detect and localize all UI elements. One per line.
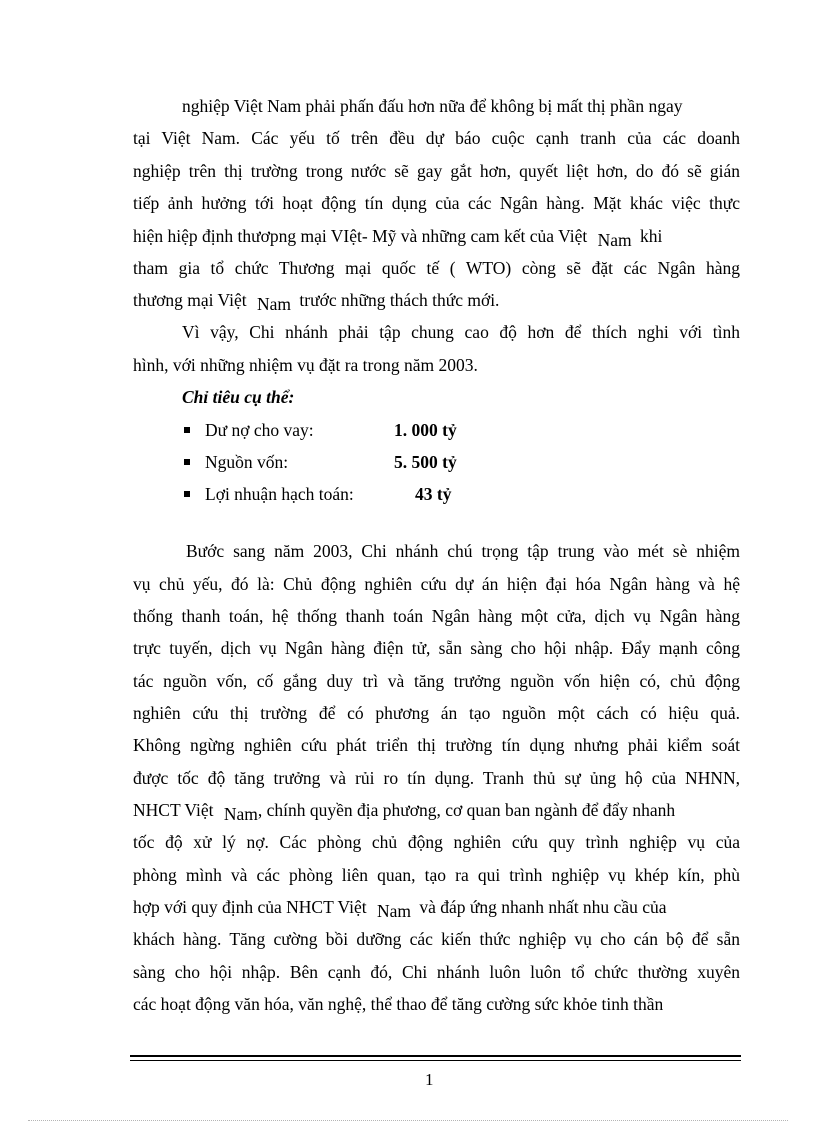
paragraph-2-line-2: hình, với những nhiệm vụ đặt ra trong năm 2003. <box>133 355 478 375</box>
paragraph-1-line-5 <box>133 225 740 250</box>
paragraph-3-line-12 <box>133 896 667 921</box>
paragraph-1-line-2: tại Việt Nam. Các yếu tố trên đều dự báo cuộc cạnh tranh của các doanh <box>133 128 740 148</box>
target-label: Dư nợ cho vay: <box>205 420 314 440</box>
paragraph-3-line-4: trực tuyến, dịch vụ Ngân hàng điện tử, sẵn sàng cho hội nhập. Đẩy mạnh công <box>133 638 740 658</box>
paragraph-1-line-1: nghiệp Việt Nam phải phấn đấu hơn nữa để không bị mất thị phần ngay <box>182 96 683 116</box>
paragraph-3-line-5: tác nguồn vốn, cố gắng duy trì và tăng trưởng nguồn vốn hiện có, chủ động <box>133 671 740 691</box>
bullet-square-icon <box>184 459 190 465</box>
paragraph-1-line-3: nghiệp trên thị trường trong nước sẽ gay gắt hơn, quyết liệt hơn, do đó sẽ gián <box>133 161 740 181</box>
paragraph-3-line-7: Không ngừng nghiên cứu phát triển thị trường tín dụng nhưng phải kiểm soát <box>133 735 740 755</box>
line-text: khi <box>640 226 663 246</box>
paragraph-3-line-13: khách hàng. Tăng cường bồi dưỡng các kiến thức nghiệp vụ cho cán bộ để sẵn <box>133 929 740 949</box>
line-text: thương mại Việt <box>133 290 247 310</box>
paragraph-3-line-9 <box>133 799 676 824</box>
paragraph-1-line-6: tham gia tổ chức Thương mại quốc tế ( WTO) còng sẽ đặt các Ngân hàng <box>133 258 740 278</box>
paragraph-3-line-14: sàng cho hội nhập. Bên cạnh đó, Chi nhánh luôn luôn tổ chức thường xuyên <box>133 962 740 982</box>
bullet-square-icon <box>184 427 190 433</box>
target-value: 1. 000 tỷ <box>394 420 457 440</box>
paragraph-3-line-10: tốc độ xử lý nợ. Các phòng chủ động nghiên cứu quy trình nghiệp vụ của <box>133 832 740 852</box>
subscript-word: Nam <box>597 230 632 250</box>
paragraph-3-line-2: vụ chủ yếu, đó là: Chủ động nghiên cứu dự án hiện đại hóa Ngân hàng và hệ <box>133 574 740 594</box>
paragraph-3-line-8: được tốc độ tăng trưởng và rủi ro tín dụng. Tranh thủ sự ủng hộ của NHNN, <box>133 768 740 788</box>
paragraph-3-line-11: phòng mình và các phòng liên quan, tạo ra qui trình nghiệp vụ khép kín, phù <box>133 865 740 885</box>
paragraph-3-line-1: Bước sang năm 2003, Chi nhánh chú trọng tập trung vào mét sè nhiệm <box>186 541 740 561</box>
target-label: Lợi nhuận hạch toán: <box>205 484 354 504</box>
paragraph-1-line-7 <box>133 289 500 314</box>
line-text: hiện hiệp định thươpng mại VIệt- Mỹ và những cam kết của Việt <box>133 226 588 246</box>
footer-rule-thick <box>130 1055 741 1057</box>
line-text: và đáp ứng nhanh nhất nhu cầu của <box>419 897 667 917</box>
page-number: 1 <box>425 1070 434 1089</box>
footer-rule-thin <box>130 1060 741 1061</box>
line-text: , chính quyền địa phương, cơ quan ban ngành để đẩy nhanh <box>257 800 676 820</box>
line-text: trước những thách thức mới. <box>299 290 500 310</box>
bullet-square-icon <box>184 491 190 497</box>
paragraph-3-line-6: nghiên cứu thị trường để có phương án tạo nguồn một cách có hiệu quả. <box>133 703 740 723</box>
subscript-word: Nam <box>256 294 292 314</box>
paragraph-2-line-1: Vì vậy, Chi nhánh phải tập chung cao độ hơn để thích nghi với tình <box>182 322 740 342</box>
line-text: NHCT Việt <box>133 800 214 820</box>
paragraph-3-line-15: các hoạt động văn hóa, văn nghệ, thể thao để tăng cường sức khỏe tinh thần <box>133 994 664 1014</box>
target-value: 43 tỷ <box>415 484 452 504</box>
subscript-word: Nam <box>376 901 412 921</box>
target-label: Nguồn vốn: <box>205 452 289 472</box>
targets-heading: Chỉ tiêu cụ thể: <box>182 387 295 407</box>
target-value: 5. 500 tỷ <box>394 452 457 472</box>
line-text: hợp với quy định của NHCT Việt <box>133 897 367 917</box>
paragraph-3-line-3: thống thanh toán, hệ thống thanh toán Ngân hàng một cửa, dịch vụ Ngân hàng <box>133 606 740 626</box>
paragraph-1-line-4: tiếp ảnh hưởng tới hoạt động tín dụng của các Ngân hàng. Mặt khác việc thực <box>133 193 740 213</box>
subscript-word: Nam <box>223 804 258 824</box>
page-edge-dotted-line <box>28 1120 788 1121</box>
